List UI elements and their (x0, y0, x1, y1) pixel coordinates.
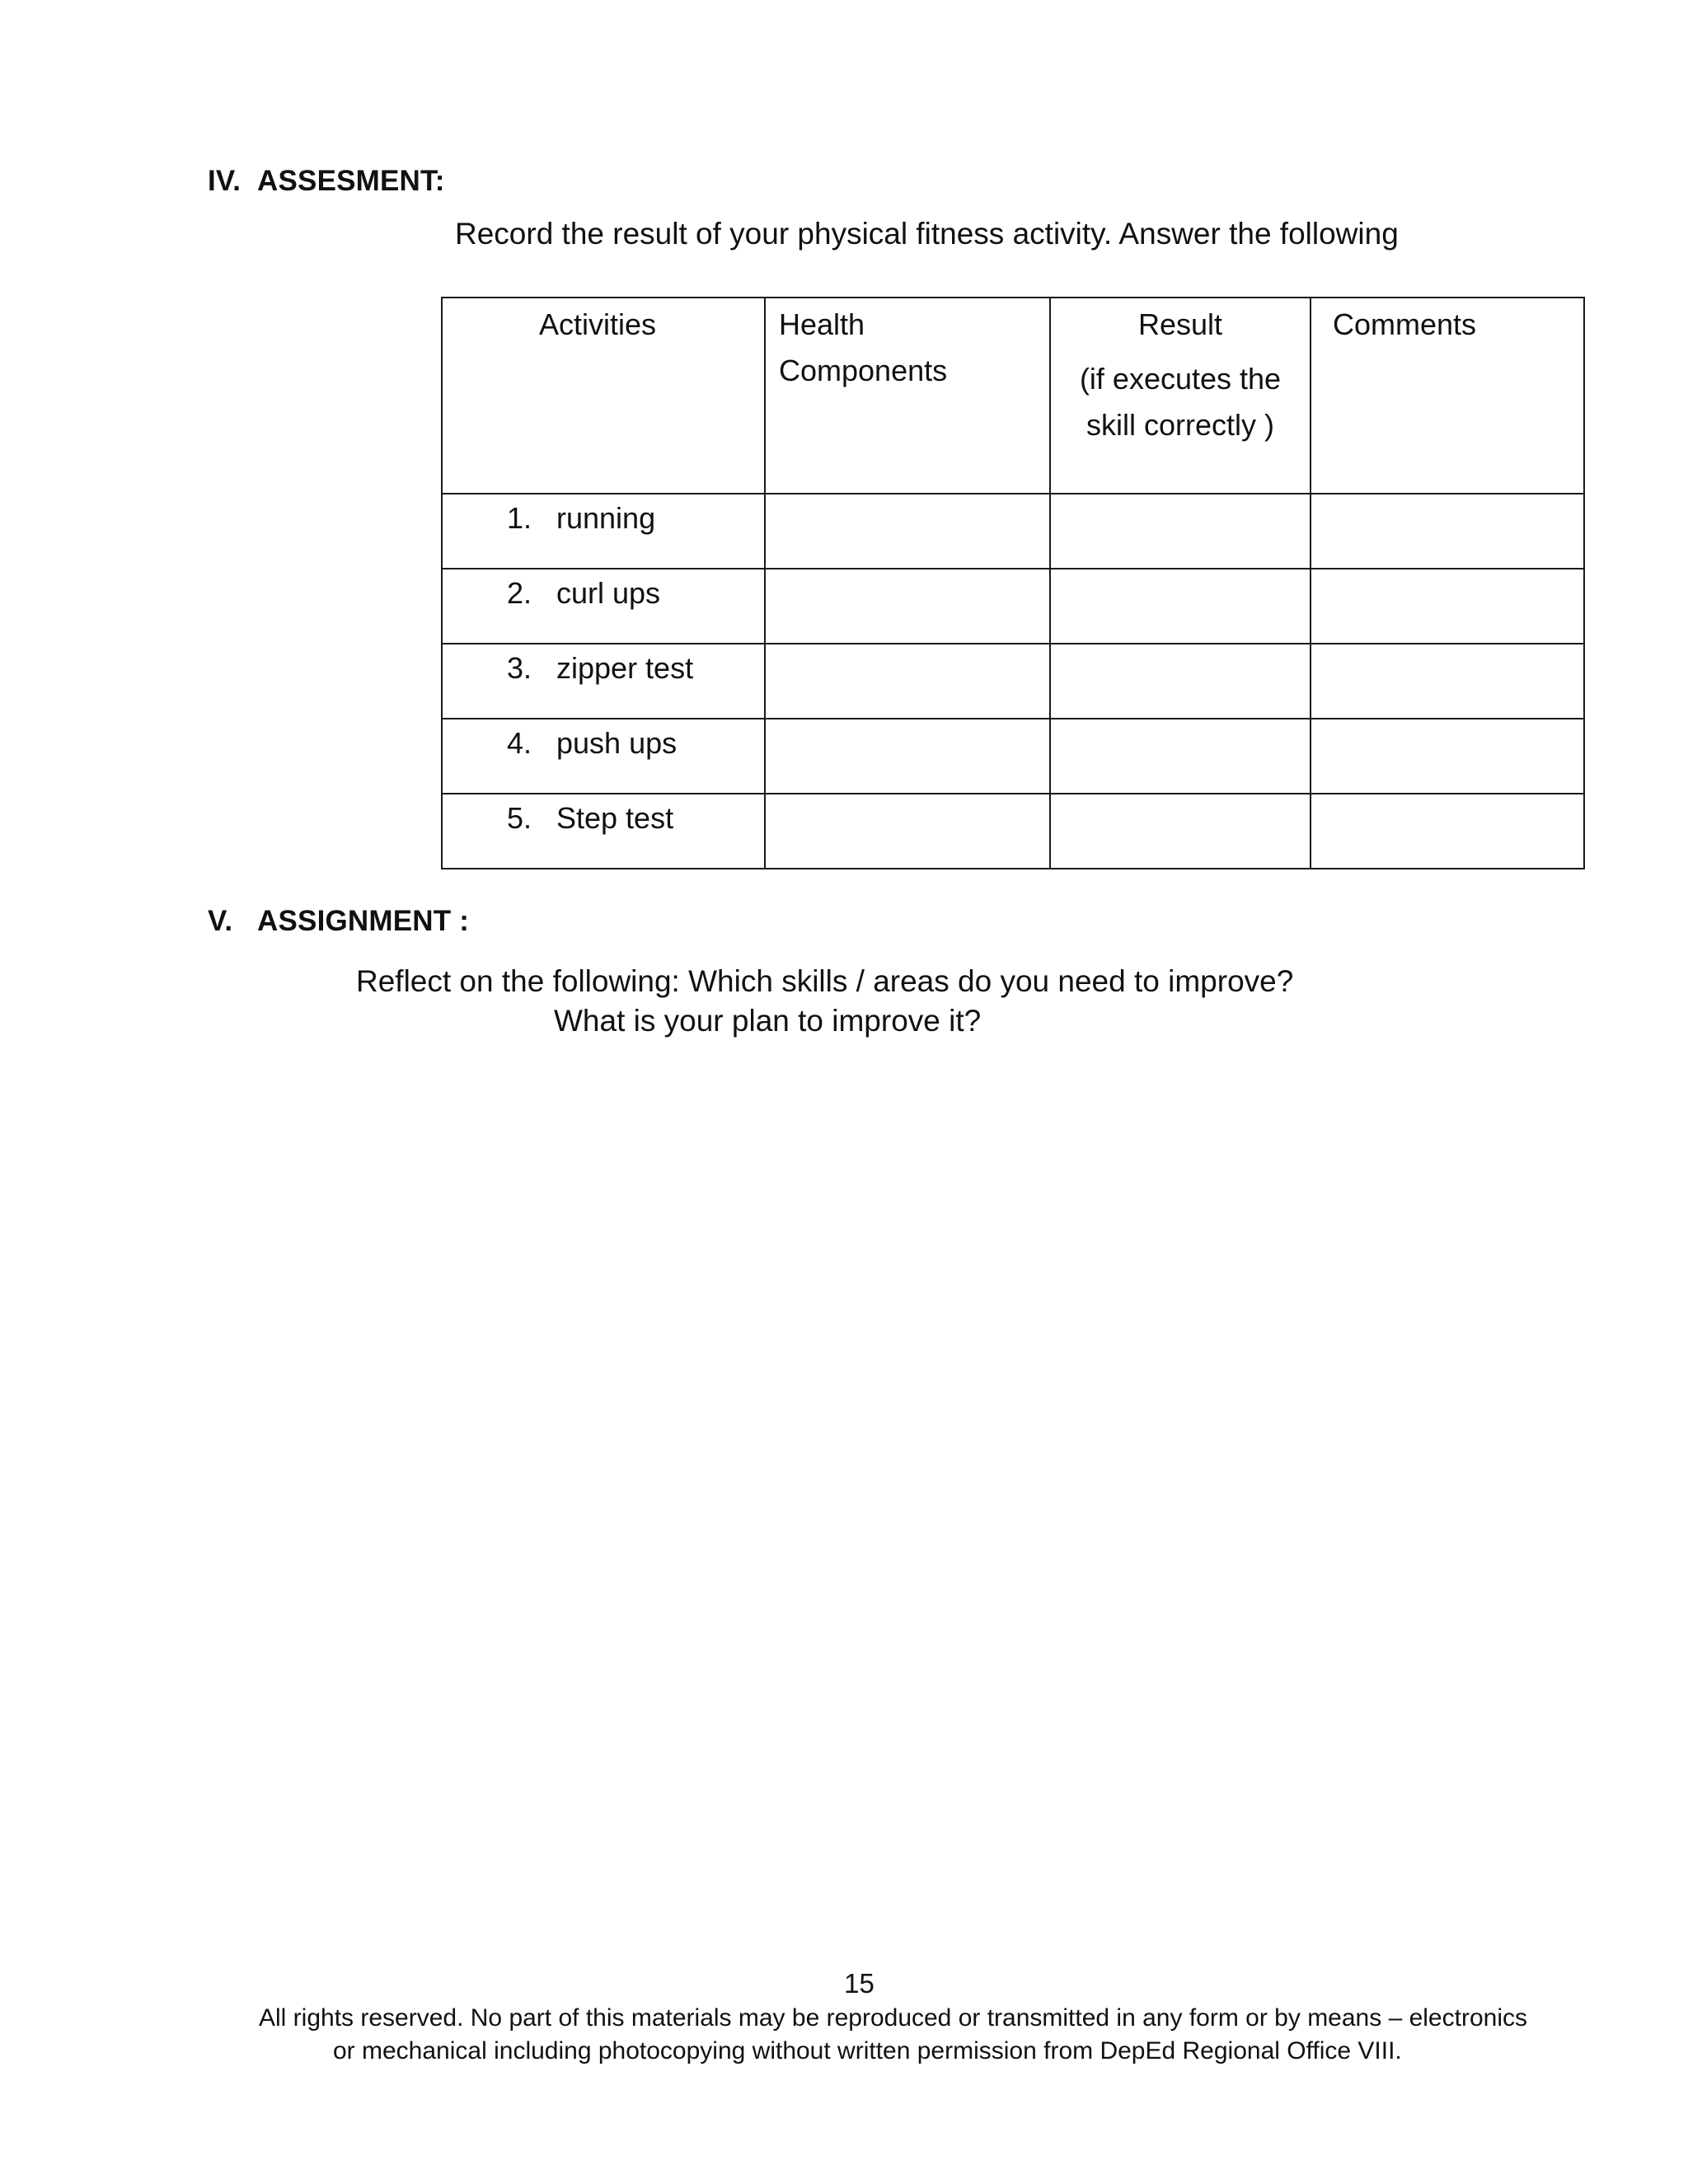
header-comments: Comments (1311, 298, 1584, 494)
assignment-number: V. (208, 905, 233, 937)
activity-number: 3. (507, 651, 532, 685)
assignment-heading (208, 905, 469, 938)
assessment-instruction: Record the result of your physical fitness activity. Answer the following (455, 217, 1399, 251)
header-result-note-line2: skill correctly ) (1085, 408, 1274, 442)
activity-cell (442, 644, 765, 719)
table-header-row (442, 298, 1584, 494)
health-components-cell[interactable] (765, 569, 1050, 644)
activity-name: zipper test (556, 651, 694, 685)
activity-cell (442, 569, 765, 644)
assessment-number: IV. (208, 165, 241, 197)
table-row (442, 494, 1584, 569)
header-activities: Activities (442, 298, 765, 494)
footer-copyright-line1: All rights reserved. No part of this materials may be reproduced or transmitted in any form or by means – electronics (259, 2004, 1527, 2032)
result-cell[interactable] (1050, 569, 1311, 644)
comments-cell[interactable] (1311, 794, 1584, 869)
activity-name: running (556, 501, 656, 535)
health-components-cell[interactable] (765, 494, 1050, 569)
table-row (442, 644, 1584, 719)
result-cell[interactable] (1050, 794, 1311, 869)
header-health-components (765, 298, 1050, 494)
activity-number: 4. (507, 726, 532, 760)
activity-cell (442, 719, 765, 794)
result-cell[interactable] (1050, 719, 1311, 794)
assessment-table (441, 297, 1585, 869)
health-components-cell[interactable] (765, 719, 1050, 794)
result-cell[interactable] (1050, 644, 1311, 719)
table-row (442, 719, 1584, 794)
activity-cell (442, 794, 765, 869)
header-result-label: Result (1137, 307, 1223, 341)
comments-cell[interactable] (1311, 644, 1584, 719)
header-result (1050, 298, 1311, 494)
activity-number: 2. (507, 576, 532, 610)
comments-cell[interactable] (1311, 494, 1584, 569)
assignment-prompt-line1: Reflect on the following: Which skills / areas do you need to improve? (356, 964, 1294, 998)
assignment-title: ASSIGNMENT : (257, 905, 470, 937)
activity-name: Step test (556, 801, 674, 835)
comments-cell[interactable] (1311, 719, 1584, 794)
assignment-prompt-line2: What is your plan to improve it? (554, 1004, 982, 1038)
activity-number: 5. (507, 801, 532, 835)
comments-cell[interactable] (1311, 569, 1584, 644)
assessment-heading (208, 165, 445, 198)
activity-cell (442, 494, 765, 569)
footer-copyright-line2: or mechanical including photocopying without written permission from DepEd Regional Office VIII. (333, 2037, 1402, 2064)
header-health-line2: Components (779, 354, 948, 387)
page-number: 15 (844, 1968, 874, 1999)
assessment-title: ASSESMENT: (257, 165, 445, 197)
health-components-cell[interactable] (765, 794, 1050, 869)
header-health-line1: Health (779, 307, 865, 341)
activity-name: curl ups (556, 576, 661, 610)
activity-name: push ups (556, 726, 678, 760)
header-result-note-line1: (if executes the (1079, 362, 1282, 396)
table-row (442, 794, 1584, 869)
health-components-cell[interactable] (765, 644, 1050, 719)
activity-number: 1. (507, 501, 532, 535)
table-row (442, 569, 1584, 644)
result-cell[interactable] (1050, 494, 1311, 569)
